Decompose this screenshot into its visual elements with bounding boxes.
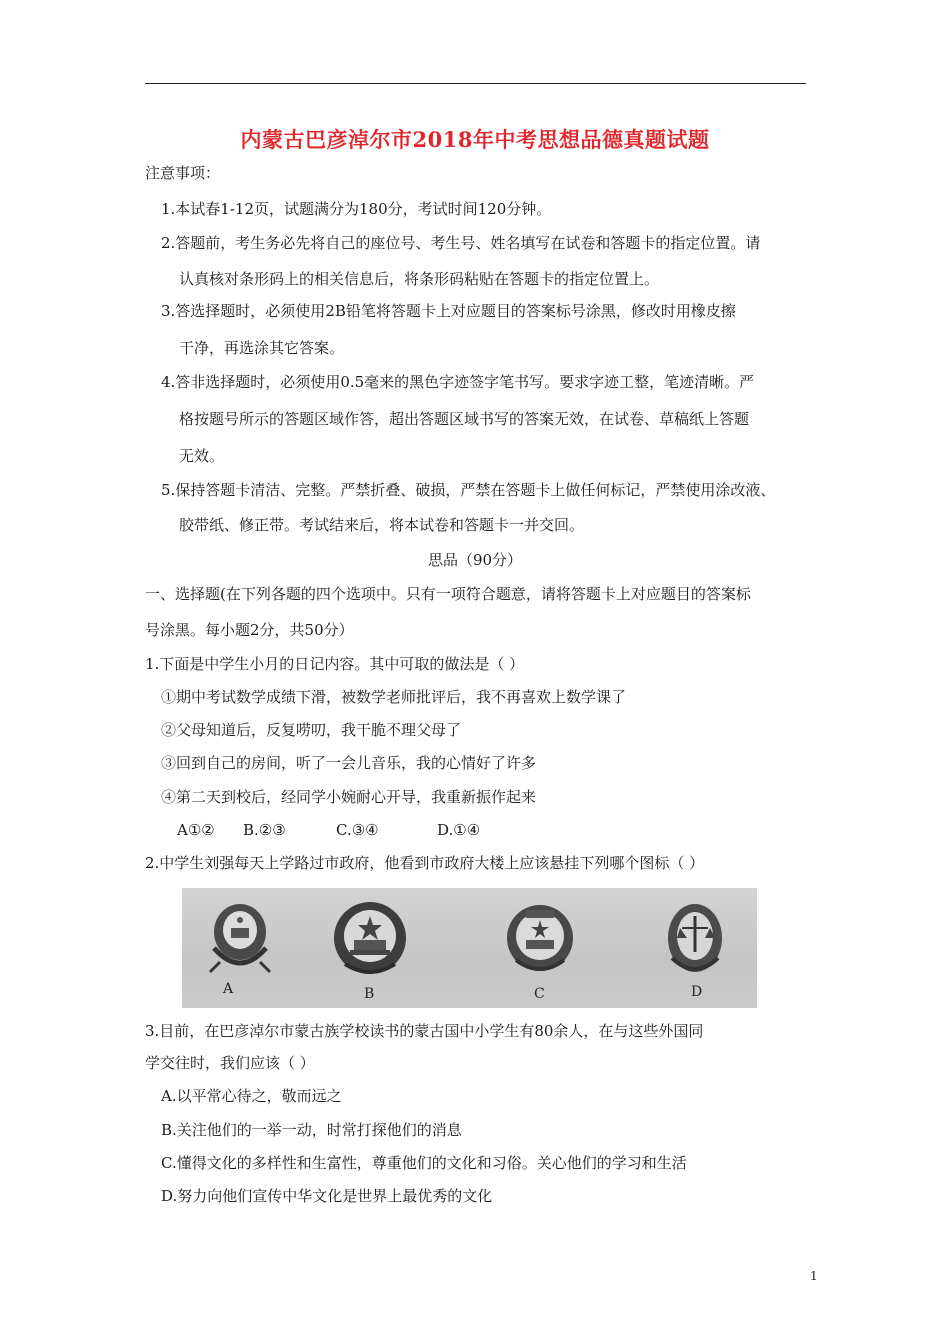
emblem-label-a: A — [223, 981, 234, 997]
q3-option-c: C.懂得文化的多样性和生富性，尊重他们的文化和习俗。关心他们的学习和生活 — [161, 1154, 687, 1172]
q1-item-1: ①期中考试数学成绩下滑，被数学老师批评后，我不再喜欢上数学课了 — [161, 688, 627, 706]
emblem-c-icon — [500, 898, 580, 980]
notice-line-10: 胶带纸、修正带。考试结来后，将本试卷和答题卡一并交回。 — [179, 516, 585, 534]
q3-stem-2: 学交往时，我们应该（ ） — [145, 1054, 315, 1072]
notice-line-2: 2.答题前，考生务必先将自己的座位号、考生号、姓名填写在试卷和答题卡的指定位置。请 — [161, 234, 761, 252]
emblem-a-icon — [200, 898, 280, 976]
notice-line-1: 1.本试春1-12页，试题满分为180分，考试时间120分钟。 — [161, 200, 552, 218]
emblem-label-b: B — [364, 986, 375, 1002]
q1-stem: 1.下面是中学生小月的日记内容。其中可取的做法是（ ） — [145, 655, 525, 673]
page-number: 1 — [810, 1269, 818, 1283]
header-rule — [145, 83, 806, 84]
notice-heading: 注意事项： — [145, 164, 221, 182]
q1-item-4: ④第二天到校后，经同学小婉耐心开导，我重新振作起来 — [161, 788, 537, 806]
page-title: 内蒙古巴彦淖尔市2018年中考思想品德真题试题 — [240, 127, 710, 152]
notice-line-4: 3.答选择题时，必须使用2B铅笔将答题卡上对应题目的答案标号涂黑，修改时用橡皮擦 — [161, 302, 736, 320]
notice-line-3: 认真核对条形码上的相关信息后，将条形码粘贴在答题卡的指定位置上。 — [179, 270, 660, 288]
emblem-label-c: C — [534, 986, 545, 1002]
q1-item-2: ②父母知道后，反复唠叨，我干脆不理父母了 — [161, 721, 462, 739]
q3-option-d: D.努力向他们宣传中华文化是世界上最优秀的文化 — [161, 1187, 493, 1205]
emblem-b-icon — [327, 898, 413, 980]
part1-line-2: 号涂黑。每小题2分，共50分） — [145, 621, 354, 639]
q1-option-b: B.②③ — [243, 821, 286, 839]
notice-line-6: 4.答非选择题时，必须使用0.5毫来的黑色字迹签字笔书写。要求字迹工整，笔迹清晰。严 — [161, 373, 755, 391]
q2-emblem-image — [182, 888, 757, 1008]
notice-line-8: 无效。 — [179, 447, 225, 465]
q1-option-d: D.①④ — [437, 821, 481, 839]
q3-stem-1: 3.目前，在巴彦淖尔市蒙古族学校读书的蒙古国中小学生有80余人，在与这些外国同 — [145, 1022, 704, 1040]
section-title: 思品（90分） — [427, 551, 523, 569]
notice-line-5: 干净，再选涂其它答案。 — [179, 339, 345, 357]
q1-option-a: A①② — [177, 821, 215, 839]
q3-option-a: A.以平常心待之，敬而远之 — [161, 1087, 342, 1105]
emblem-d-icon — [660, 898, 730, 980]
notice-line-9: 5.保持答题卡清洁、完整。严禁折叠、破损，严禁在答题卡上做任何标记，严禁使用涂改液、 — [161, 481, 776, 499]
q3-option-b: B.关注他们的一举一动，时常打探他们的消息 — [161, 1121, 462, 1139]
part1-line-1: 一、选择题(在下列各题的四个选项中。只有一项符合题意，请将答题卡上对应题目的答案标 — [145, 585, 751, 603]
notice-line-7: 格按题号所示的答题区域作答，超出答题区域书写的答案无效，在试卷、草稿纸上答题 — [179, 410, 750, 428]
q2-stem: 2.中学生刘强每天上学路过市政府，他看到市政府大楼上应该悬挂下列哪个图标（ ） — [145, 854, 705, 872]
q1-item-3: ③回到自己的房间，听了一会儿音乐，我的心情好了许多 — [161, 754, 537, 772]
emblem-label-d: D — [691, 984, 703, 1000]
q1-option-c: C.③④ — [336, 821, 379, 839]
